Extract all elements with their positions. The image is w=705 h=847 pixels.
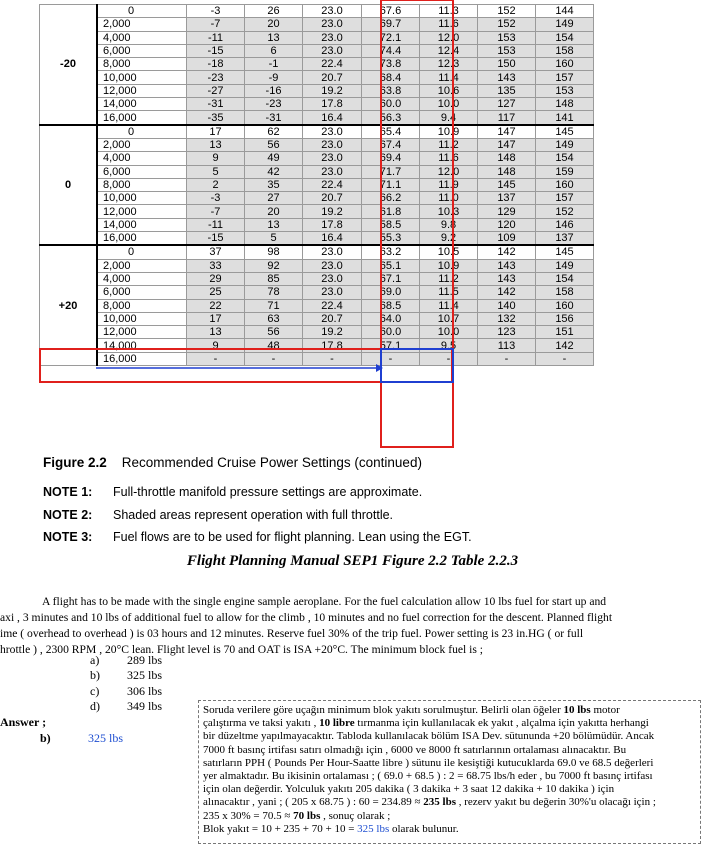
table-row <box>40 125 594 139</box>
table-cell: 22.4 <box>303 299 362 312</box>
table-cell: 154 <box>536 31 594 44</box>
table-cell: 13 <box>245 218 303 231</box>
table-cell: 72.1 <box>362 31 420 44</box>
table-cell: 9 <box>187 339 245 352</box>
table-cell: 12.0 <box>420 165 478 178</box>
table-cell: 9 <box>187 152 245 165</box>
table-cell: 6,000 <box>97 44 187 57</box>
table-cell: 156 <box>536 312 594 325</box>
table-row <box>40 18 594 31</box>
table-cell: 20 <box>245 205 303 218</box>
table-cell: - <box>478 352 536 365</box>
option-a-value: 289 lbs <box>127 653 163 667</box>
table-row <box>40 58 594 71</box>
table-cell: 29 <box>187 272 245 285</box>
table-row <box>40 312 594 325</box>
table-cell: -27 <box>187 84 245 97</box>
table-cell: 159 <box>536 165 594 178</box>
table-cell: 140 <box>478 299 536 312</box>
table-cell: 14,000 <box>97 218 187 231</box>
table-cell: 57.1 <box>362 339 420 352</box>
table-cell: 2,000 <box>97 18 187 31</box>
table-row <box>40 299 594 312</box>
table-cell: 157 <box>536 192 594 205</box>
table-cell: 68.4 <box>362 71 420 84</box>
option-d-letter: d) <box>90 699 100 713</box>
table-row <box>40 84 594 97</box>
answer-value: 325 lbs <box>88 731 124 745</box>
table-cell: 16,000 <box>97 111 187 125</box>
table-cell: 11.9 <box>420 178 478 191</box>
table-cell: 10,000 <box>97 71 187 84</box>
table-cell: 17.8 <box>303 339 362 352</box>
table-cell: 98 <box>245 245 303 259</box>
table-cell: 113 <box>478 339 536 352</box>
table-cell: 143 <box>478 71 536 84</box>
table-cell: 12.0 <box>420 31 478 44</box>
table-cell: 13 <box>245 31 303 44</box>
table-cell: 23.0 <box>303 44 362 57</box>
table-cell: 123 <box>478 326 536 339</box>
table-cell: 63 <box>245 312 303 325</box>
table-cell: 11.2 <box>420 138 478 151</box>
table-cell: 23.0 <box>303 259 362 272</box>
table-cell: 67.1 <box>362 272 420 285</box>
table-cell: 12,000 <box>97 84 187 97</box>
table-cell: 10.0 <box>420 326 478 339</box>
table-cell: 19.2 <box>303 84 362 97</box>
table-cell: 158 <box>536 286 594 299</box>
table-cell: -3 <box>187 5 245 18</box>
table-cell: 58.5 <box>362 218 420 231</box>
table-cell: -7 <box>187 18 245 31</box>
table-cell: 16,000 <box>97 232 187 246</box>
table-cell: 148 <box>536 98 594 111</box>
table-cell: - <box>362 352 420 365</box>
table-row <box>40 286 594 299</box>
table-cell: 92 <box>245 259 303 272</box>
table-cell: 14,000 <box>97 339 187 352</box>
table-cell: 145 <box>536 245 594 259</box>
table-cell: 149 <box>536 18 594 31</box>
table-cell: 132 <box>478 312 536 325</box>
table-cell: 16.4 <box>303 111 362 125</box>
table-cell: 69.7 <box>362 18 420 31</box>
table-cell: 153 <box>536 84 594 97</box>
table-cell: 5 <box>245 232 303 246</box>
table-cell: - <box>245 352 303 365</box>
table-cell: 146 <box>536 218 594 231</box>
table-cell: -31 <box>245 111 303 125</box>
table-cell: - <box>420 352 478 365</box>
table-cell: 19.2 <box>303 326 362 339</box>
figure-title-text: Recommended Cruise Power Settings (continued) <box>121 455 422 470</box>
table-cell: 78 <box>245 286 303 299</box>
table-cell: 33 <box>187 259 245 272</box>
table-cell: 65.4 <box>362 125 420 139</box>
table-cell: 49 <box>245 152 303 165</box>
table-cell: 152 <box>536 205 594 218</box>
table-cell: 135 <box>478 84 536 97</box>
table-cell: - <box>187 352 245 365</box>
table-cell: 11.0 <box>420 192 478 205</box>
table-cell: 67.4 <box>362 138 420 151</box>
table-row <box>40 165 594 178</box>
table-cell: 10,000 <box>97 192 187 205</box>
table-cell: 153 <box>478 44 536 57</box>
table-cell: 129 <box>478 205 536 218</box>
table-cell: 60.0 <box>362 98 420 111</box>
table-row <box>40 152 594 165</box>
table-row <box>40 71 594 84</box>
table-cell: 149 <box>536 259 594 272</box>
table-cell: 142 <box>536 339 594 352</box>
table-cell: 23.0 <box>303 18 362 31</box>
table-cell: 8,000 <box>97 299 187 312</box>
table-cell: 158 <box>536 44 594 57</box>
table-cell: 20.7 <box>303 312 362 325</box>
table-cell: 147 <box>478 125 536 139</box>
table-cell: 10.9 <box>420 125 478 139</box>
table-cell: 23.0 <box>303 272 362 285</box>
table-cell: 17.8 <box>303 218 362 231</box>
table-cell: 8,000 <box>97 178 187 191</box>
table-cell: 66.2 <box>362 192 420 205</box>
table-cell: 13 <box>187 326 245 339</box>
table-cell: 160 <box>536 299 594 312</box>
table-cell: 13 <box>187 138 245 151</box>
table-cell: 23.0 <box>303 152 362 165</box>
table-cell: 2,000 <box>97 259 187 272</box>
table-cell: 109 <box>478 232 536 246</box>
table-cell: 16.4 <box>303 232 362 246</box>
table-cell: -31 <box>187 98 245 111</box>
table-cell: -35 <box>187 111 245 125</box>
table-cell: 64.0 <box>362 312 420 325</box>
table-cell: 10.7 <box>420 312 478 325</box>
table-cell: -16 <box>245 84 303 97</box>
option-c-letter: c) <box>90 684 100 698</box>
table-cell: 74.4 <box>362 44 420 57</box>
table-cell: 69.4 <box>362 152 420 165</box>
table-row <box>40 205 594 218</box>
table-cell: 69.0 <box>362 286 420 299</box>
table-cell: 148 <box>478 165 536 178</box>
table-cell: 22.4 <box>303 178 362 191</box>
table-cell: 17 <box>187 312 245 325</box>
table-cell: -23 <box>245 98 303 111</box>
table-cell: 10.0 <box>420 98 478 111</box>
table-cell: 147 <box>478 138 536 151</box>
table-cell: 160 <box>536 58 594 71</box>
table-cell: 25 <box>187 286 245 299</box>
table-row <box>40 272 594 285</box>
table-cell: 65.1 <box>362 259 420 272</box>
table-cell: 27 <box>245 192 303 205</box>
table-cell: 120 <box>478 218 536 231</box>
table-cell: 154 <box>536 152 594 165</box>
table-cell: -1 <box>245 58 303 71</box>
isa-deviation-cell: 0 <box>40 125 98 246</box>
table-cell: 12,000 <box>97 205 187 218</box>
table-row <box>40 326 594 339</box>
table-cell: 42 <box>245 165 303 178</box>
table-cell: -3 <box>187 192 245 205</box>
table-cell: 10.6 <box>420 84 478 97</box>
figure-title <box>43 455 422 470</box>
table-cell: 14,000 <box>97 98 187 111</box>
table-cell: 141 <box>536 111 594 125</box>
table-cell: 0 <box>97 245 187 259</box>
table-cell: 9.4 <box>420 111 478 125</box>
table-cell: 73.8 <box>362 58 420 71</box>
table-row <box>40 138 594 151</box>
table-cell: -18 <box>187 58 245 71</box>
table-row <box>40 218 594 231</box>
note-1: NOTE 1: Full-throttle manifold pressure settings are approximate. <box>43 485 423 499</box>
answer-letter: b) <box>40 731 51 745</box>
table-row <box>40 5 594 18</box>
table-row <box>40 111 594 125</box>
table-cell: -15 <box>187 44 245 57</box>
table-cell: 145 <box>478 178 536 191</box>
table-cell: 56.3 <box>362 111 420 125</box>
note-3: NOTE 3: Fuel flows are to be used for flight planning. Lean using the EGT. <box>43 530 472 544</box>
table-row <box>40 192 594 205</box>
table-row <box>40 232 594 246</box>
table-cell: 23.0 <box>303 165 362 178</box>
table-cell: 149 <box>536 138 594 151</box>
table-cell: 11.6 <box>420 18 478 31</box>
isa-deviation-cell: -20 <box>40 5 98 125</box>
table-cell: 144 <box>536 5 594 18</box>
table-cell: 151 <box>536 326 594 339</box>
table-cell: 22 <box>187 299 245 312</box>
table-cell: 63.2 <box>362 245 420 259</box>
table-cell: 6,000 <box>97 165 187 178</box>
table-cell: 4,000 <box>97 31 187 44</box>
caption: Flight Planning Manual SEP1 Figure 2.2 Table 2.2.3 <box>186 553 519 569</box>
table-cell: 157 <box>536 71 594 84</box>
isa-deviation-cell: +20 <box>40 245 98 365</box>
answer-label: Answer ; <box>0 715 47 729</box>
table-row <box>40 352 594 365</box>
table-cell: 61.8 <box>362 205 420 218</box>
table-cell: 11.3 <box>420 5 478 18</box>
table-cell: 19.2 <box>303 205 362 218</box>
table-cell: 4,000 <box>97 272 187 285</box>
table-cell: 22.4 <box>303 58 362 71</box>
explanation-box: Soruda verilere göre uçağın minimum blok yakıtı sorulmuştur. Belirli olan öğeler 10 lbs motor çalıştırma ve taksi yakıtı , 10 libre tırmanma için kullanılacak ek yakıt , alçalma için yakıtta herhangi bir düzeltme yapılmayacaktır. Tabloda kullanılacak bölüm ISA Dev. sütununda +20 bölümüdür. Ancak 7000 ft basınç irtifası satırı olmadığı için , 6000 ve 8000 ft satırlarının ortalaması alınacaktır. Bu satırların PPH ( Pounds Per Hour-Saatte libre ) sütunu ile kesiştiği kutucuklarda 69.0 ve 68.5 değerleri yer almaktadır. Bu ikisinin ortalaması ; ( 69.0 + 68.5 ) : 2 = 68.75 lbs/h eder , bu 7000 ft basınç irtifası için olan değerdir. Yolculuk yakıtı 205 dakika ( 3 dakika + 3 saat 12 dakika + 10 dakika ) için alınacaktır , yani ; ( 205 x 68.75 ) : 60 = 234.89 ≈ 235 lbs , rezerv yakıt bu değerin 30%'u olacağı için ; 235 x 30% = 70.5 ≈ 70 lbs , sonuç olarak ; Blok yakıt = 10 + 235 + 70 + 10 = 325 lbs olarak bulunur. <box>198 700 701 844</box>
table-cell: 11.5 <box>420 286 478 299</box>
table-cell: -15 <box>187 232 245 246</box>
table-cell: 6 <box>245 44 303 57</box>
table-cell: -11 <box>187 31 245 44</box>
table-cell: 62 <box>245 125 303 139</box>
table-cell: 142 <box>478 245 536 259</box>
table-cell: 23.0 <box>303 138 362 151</box>
figure-label: Figure 2.2 <box>43 455 107 470</box>
table-cell: 35 <box>245 178 303 191</box>
table-cell: 23.0 <box>303 5 362 18</box>
table-cell: 26 <box>245 5 303 18</box>
table-cell: 67.6 <box>362 5 420 18</box>
table-cell: 10,000 <box>97 312 187 325</box>
table-cell: 23.0 <box>303 125 362 139</box>
table-cell: 137 <box>536 232 594 246</box>
table-cell: 20.7 <box>303 192 362 205</box>
table-cell: 127 <box>478 98 536 111</box>
table-row <box>40 245 594 259</box>
table-cell: 17 <box>187 125 245 139</box>
table-cell: 11.2 <box>420 272 478 285</box>
table-cell: 11.4 <box>420 71 478 84</box>
table-cell: 12.3 <box>420 58 478 71</box>
table-row <box>40 178 594 191</box>
table-row <box>40 44 594 57</box>
table-cell: 85 <box>245 272 303 285</box>
table-row <box>40 31 594 44</box>
option-c-value: 306 lbs <box>127 684 163 698</box>
table-cell: -11 <box>187 218 245 231</box>
table-cell: 150 <box>478 58 536 71</box>
table-row <box>40 339 594 352</box>
table-cell: -7 <box>187 205 245 218</box>
table-cell: 137 <box>478 192 536 205</box>
table-cell: 60.0 <box>362 326 420 339</box>
table-cell: 20.7 <box>303 71 362 84</box>
option-b-value: 325 lbs <box>127 668 163 682</box>
table-cell: 23.0 <box>303 245 362 259</box>
table-cell: 10.5 <box>420 245 478 259</box>
table-cell: - <box>536 352 594 365</box>
table-cell: 12.4 <box>420 44 478 57</box>
note-2: NOTE 2: Shaded areas represent operation with full throttle. <box>43 508 394 522</box>
table-cell: 16,000 <box>97 352 187 365</box>
option-a-letter: a) <box>90 653 100 667</box>
table-cell: 6,000 <box>97 286 187 299</box>
table-cell: 10.3 <box>420 205 478 218</box>
table-cell: 152 <box>478 5 536 18</box>
table-cell: -23 <box>187 71 245 84</box>
table-cell: 142 <box>478 286 536 299</box>
table-cell: 2,000 <box>97 138 187 151</box>
table-cell: 9.8 <box>420 218 478 231</box>
table-cell: 63.8 <box>362 84 420 97</box>
table-cell: 5 <box>187 165 245 178</box>
table-cell: 12,000 <box>97 326 187 339</box>
table-cell: 153 <box>478 31 536 44</box>
table-cell: 71.7 <box>362 165 420 178</box>
table-cell: 23.0 <box>303 286 362 299</box>
table-cell: 154 <box>536 272 594 285</box>
table-cell: 23.0 <box>303 31 362 44</box>
table-cell: 48 <box>245 339 303 352</box>
table-cell: 10.9 <box>420 259 478 272</box>
table-cell: 117 <box>478 111 536 125</box>
table-cell: 37 <box>187 245 245 259</box>
table-cell: 71.1 <box>362 178 420 191</box>
table-cell: 9.2 <box>420 232 478 246</box>
table-cell: 160 <box>536 178 594 191</box>
table-cell: 145 <box>536 125 594 139</box>
table-row <box>40 259 594 272</box>
table-cell: 0 <box>97 125 187 139</box>
question-text: A flight has to be made with the single engine sample aeroplane. For the fuel calculation allow 10 lbs fuel for start up and axi , 3 minutes and 10 lbs of additional fuel to allow for the climb , 10 minutes and no fuel correction for the descent. Planned flight ime ( overhead to overhead ) is 03 hours and 12 minutes. Reserve fuel 30% of the trip fuel. Power setting is 23 in.HG ( or full hrottle ) , 2300 RPM , 20°C lean. Flight level is 70 and OAT is ISA +20°C. The minimum block fuel is ; <box>0 595 613 656</box>
table-row <box>40 98 594 111</box>
table-cell: 68.5 <box>362 299 420 312</box>
table-cell: 143 <box>478 272 536 285</box>
table-cell: 11.4 <box>420 299 478 312</box>
table-cell: 8,000 <box>97 58 187 71</box>
table-cell: 11.6 <box>420 152 478 165</box>
table-cell: 143 <box>478 259 536 272</box>
cruise-power-table <box>39 4 594 366</box>
table-cell: 0 <box>97 5 187 18</box>
table-cell: 2 <box>187 178 245 191</box>
table-cell: 17.8 <box>303 98 362 111</box>
table-cell: 56 <box>245 138 303 151</box>
table-cell: -9 <box>245 71 303 84</box>
option-b-letter: b) <box>90 668 100 682</box>
table-cell: 71 <box>245 299 303 312</box>
table-cell: 56 <box>245 326 303 339</box>
option-d-value: 349 lbs <box>127 699 163 713</box>
table-cell: 9.5 <box>420 339 478 352</box>
table-cell: 152 <box>478 18 536 31</box>
table-cell: - <box>303 352 362 365</box>
table-cell: 55.3 <box>362 232 420 246</box>
table-cell: 148 <box>478 152 536 165</box>
table-cell: 20 <box>245 18 303 31</box>
table-cell: 4,000 <box>97 152 187 165</box>
